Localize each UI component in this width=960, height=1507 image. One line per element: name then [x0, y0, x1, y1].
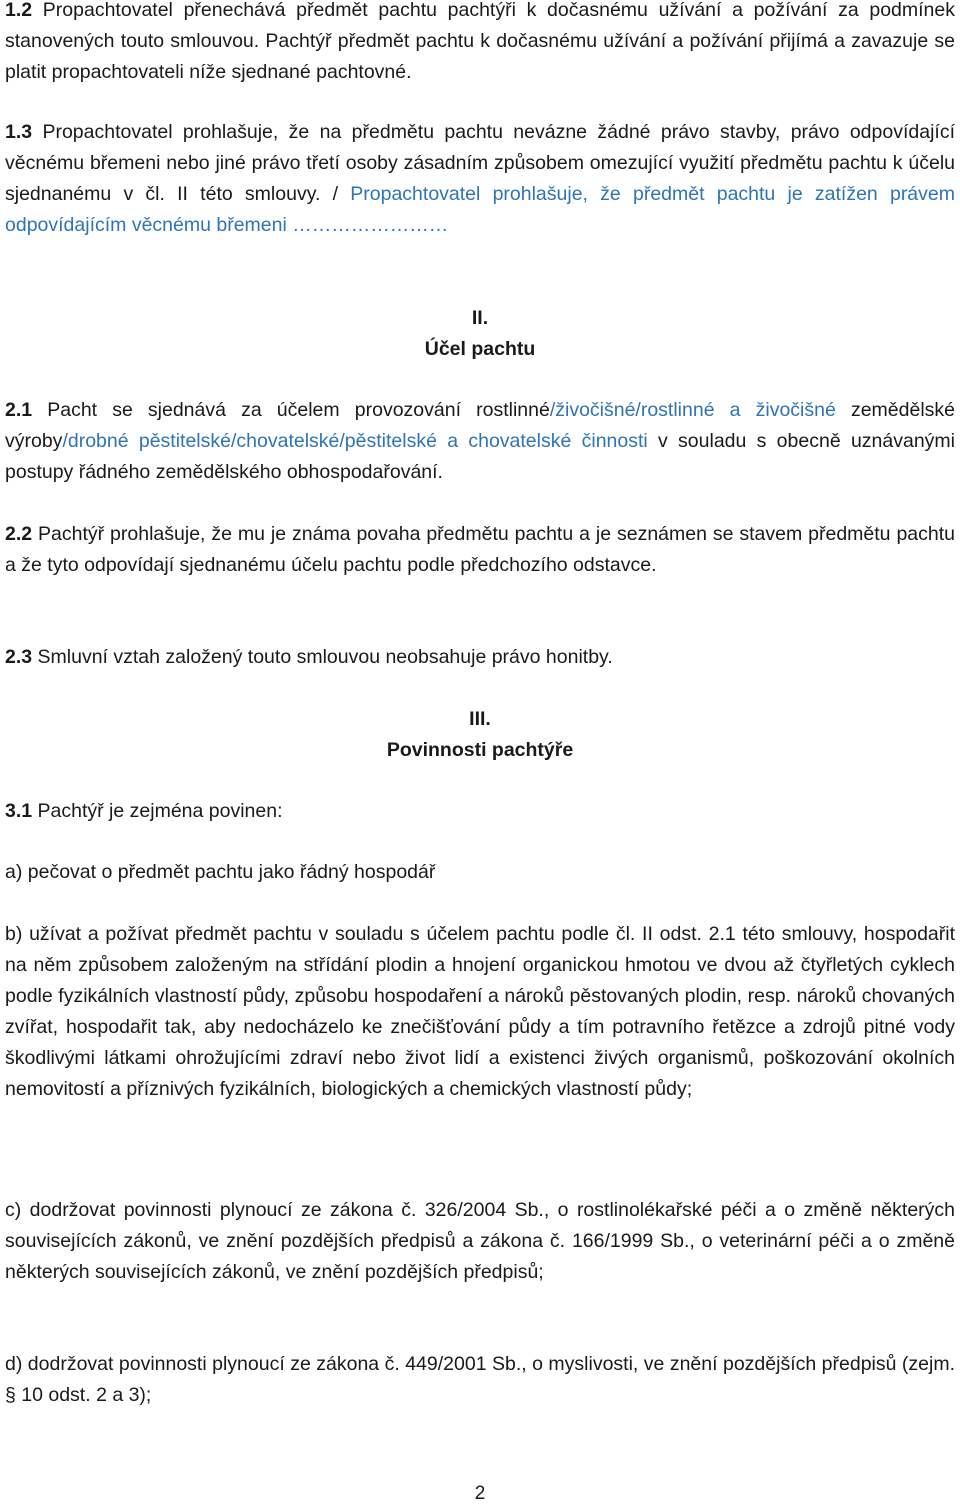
paragraph-number: 1.3 [5, 121, 33, 143]
list-item-c: c) dodržovat povinnosti plynoucí ze zákona č. 326/2004 Sb., o rostlinolékařské péči a o změně některých souvisejících zákonů, ve znění pozdějších předpisů a zákona č. 166/1999 Sb., o veterinární péči a o změně některých souvisejících zákonů, ve znění pozdějších předpisů; [5, 1199, 955, 1283]
paragraph-number: 2.2 [5, 523, 33, 545]
page-number: 2 [474, 1483, 486, 1504]
paragraph-number: 2.1 [5, 399, 33, 421]
alternative-text: Propachtovatel prohlašuje, že předmět pachtu je zatížen právem odpovídajícím věcnému břemeni …………………… [5, 183, 955, 236]
paragraph-1-3 [5, 117, 955, 241]
paragraph-text: Propachtovatel prohlašuje, že na předmětu pachtu nevázne žádné právo stavby, právo odpovídající věcnému břemeni nebo jiné právo třetí osoby zásadním způsobem omezující využití předmětu pachtu k účelu sjednanému v čl. II této smlouvy. / [5, 121, 955, 205]
list-item-a: a) pečovat o předmět pachtu jako řádný hospodář [5, 861, 436, 883]
paragraph-text: Pachtýř je zejména povinen: [32, 800, 283, 822]
section-2-number: II. [471, 307, 489, 329]
paragraph-2-3 [5, 642, 955, 673]
paragraph-text: zemědělské výroby [5, 399, 955, 452]
paragraph-number: 3.1 [5, 800, 33, 822]
list-item-b: b) užívat a požívat předmět pachtu v souladu s účelem pachtu podle čl. II odst. 2.1 této smlouvy, hospodařit na něm způsobem založeným na střídání plodin a hnojení organickou hmotou ve dvou až čtyřletých cyklech podle fyzikálních vlastností půdy, způsobu hospodaření a nároků pěstovaných plodin, resp. nároků chovaných zvířat, hospodařit tak, aby nedocházelo ke znečišťování půdy a tím potravního řetězce a zdrojů pitné vody škodlivými látkami ohrožujícími zdraví nebo život lidí a existenci živých organismů, poškozování okolních nemovitostí a příznivých fyzikálních, biologických a chemických vlastností půdy; [5, 923, 955, 1100]
section-3-title: Povinnosti pachtýře [386, 739, 574, 761]
paragraph-text: Pachtýř prohlašuje, že mu je známa povaha předmětu pachtu a je seznámen se stavem předmětu pachtu a že tyto odpovídají sjednanému účelu pachtu podle předchozího odstavce. [5, 523, 955, 576]
section-3-number: III. [469, 708, 491, 730]
paragraph-text: Pacht se sjednává za účelem provozování rostlinné [32, 399, 550, 421]
paragraph-text: v souladu s obecně uznávanými postupy řádného zemědělského obhospodařování. [5, 430, 955, 483]
paragraph-3-1 [5, 796, 955, 827]
paragraph-text: Smluvní vztah založený touto smlouvou neobsahuje právo honitby. [32, 646, 613, 668]
paragraph-number: 2.3 [5, 646, 33, 668]
list-item-d: d) dodržovat povinnosti plynoucí ze zákona č. 449/2001 Sb., o myslivosti, ve znění pozdějších předpisů (zejm. § 10 odst. 2 a 3); [5, 1353, 955, 1406]
alternative-text: /živočišné/rostlinné a živočišné [549, 399, 836, 421]
alternative-text: /drobné pěstitelské/chovatelské/pěstitelské a chovatelské činnosti [62, 430, 648, 452]
paragraph-number: 1.2 [5, 0, 33, 21]
paragraph-2-2 [5, 519, 955, 581]
paragraph-text: Propachtovatel přenechává předmět pachtu pachtýři k dočasnému užívání a požívání za podmínek stanovených touto smlouvou. Pachtýř předmět pachtu k dočasnému užívání a požívání přijímá a zavazuje se platit propachtovateli níže sjednané pachtovné. [5, 0, 955, 83]
section-2-title: Účel pachtu [424, 338, 536, 360]
paragraph-1-2 [5, 0, 955, 88]
paragraph-2-1 [5, 395, 955, 488]
